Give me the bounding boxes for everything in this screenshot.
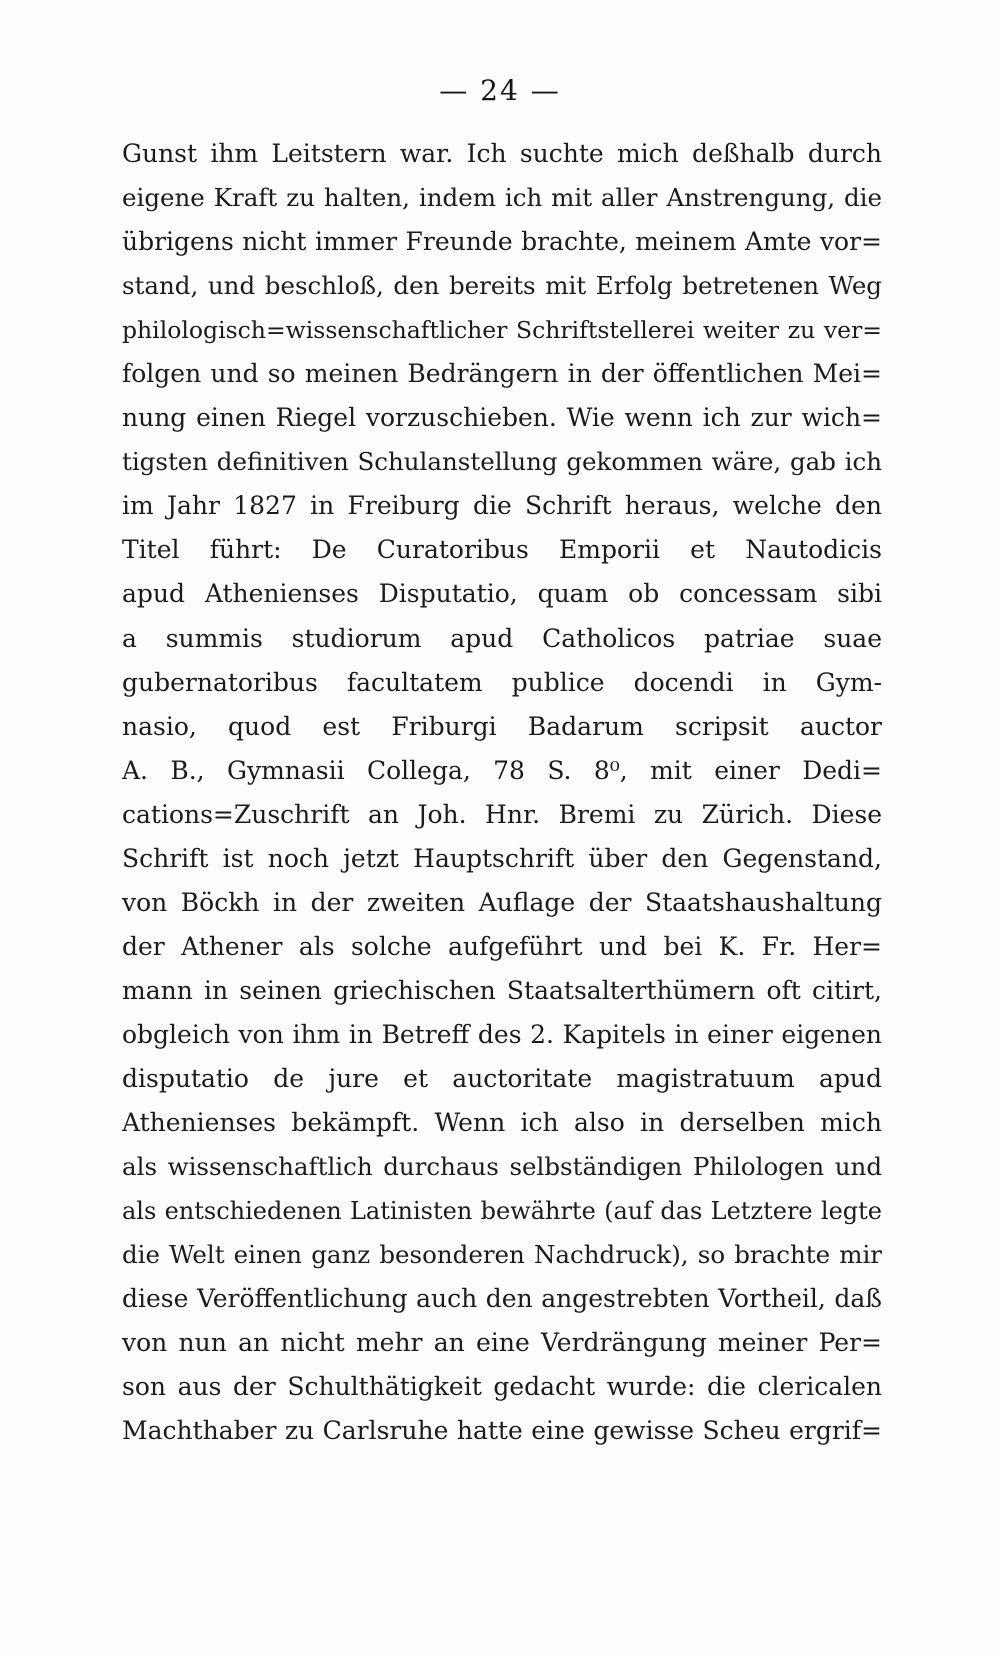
text-line: stand, und beschloß, den bereits mit Erfolg betretenen Weg	[122, 271, 882, 301]
text-line: Machthaber zu Carlsruhe hatte eine gewisse Scheu ergrif=	[122, 1416, 882, 1446]
text-line: übrigens nicht immer Freunde brachte, meinem Amte vor=	[122, 227, 882, 257]
text-line: von nun an nicht mehr an eine Verdrängung meiner Per=	[122, 1328, 882, 1358]
text-line: der Athener als solche aufgeführt und bei K. Fr. Her=	[122, 931, 882, 961]
text-line: Titel führt: De Curatoribus Emporii et Nautodicis	[122, 535, 882, 565]
text-line: son aus der Schulthätigkeit gedacht wurde: die clericalen	[122, 1372, 882, 1402]
text-line: cations=Zuschrift an Joh. Hnr. Bremi zu Zürich. Diese	[122, 799, 882, 829]
text-line: Gunst ihm Leitstern war. Ich suchte mich deßhalb durch	[122, 139, 882, 168]
text-line: nung einen Riegel vorzuschieben. Wie wenn ich zur wich=	[122, 403, 882, 433]
text-line: tigsten definitiven Schulanstellung gekommen wäre, gab ich	[122, 447, 882, 477]
body-text	[122, 132, 882, 1453]
text-line: A. B., Gymnasii Collega, 78 S. 8⁰, mit einer Dedi=	[122, 755, 882, 785]
text-line: als wissenschaftlich durchaus selbständigen Philologen und	[122, 1152, 882, 1182]
text-line: diese Veröffentlichung auch den angestrebten Vortheil, daß	[122, 1284, 882, 1314]
text-line: mann in seinen griechischen Staatsalterthümern oft citirt,	[122, 975, 882, 1005]
text-line: Schrift ist noch jetzt Hauptschrift über den Gegenstand,	[122, 843, 882, 873]
text-line: von Böckh in der zweiten Auflage der Staatshaushaltung	[122, 887, 882, 917]
text-line: die Welt einen ganz besonderen Nachdruck), so brachte mir	[122, 1240, 882, 1270]
text-line: disputatio de jure et auctoritate magistratuum apud	[122, 1063, 882, 1093]
text-line: apud Athenienses Disputatio, quam ob concessam sibi	[122, 579, 882, 609]
text-line: nasio, quod est Friburgi Badarum scripsit auctor	[122, 711, 882, 741]
text-line: a summis studiorum apud Catholicos patriae suae	[122, 623, 882, 653]
page-number: — 24 —	[439, 74, 561, 107]
text-line: eigene Kraft zu halten, indem ich mit aller Anstrengung, die	[122, 183, 882, 213]
text-line: gubernatoribus facultatem publice docendi in Gym-	[122, 667, 882, 697]
text-line: obgleich von ihm in Betreff des 2. Kapitels in einer eigenen	[122, 1019, 882, 1049]
text-line: im Jahr 1827 in Freiburg die Schrift heraus, welche den	[122, 491, 882, 521]
text-line: als entschiedenen Latinisten bewährte (auf das Letztere legte	[122, 1197, 882, 1226]
text-line: folgen und so meinen Bedrängern in der öffentlichen Mei=	[122, 359, 882, 389]
text-line: Athenienses bekämpft. Wenn ich also in derselben mich	[122, 1108, 882, 1138]
text-line: philologisch=wissenschaftlicher Schriftstellerei weiter zu ver=	[122, 316, 882, 345]
